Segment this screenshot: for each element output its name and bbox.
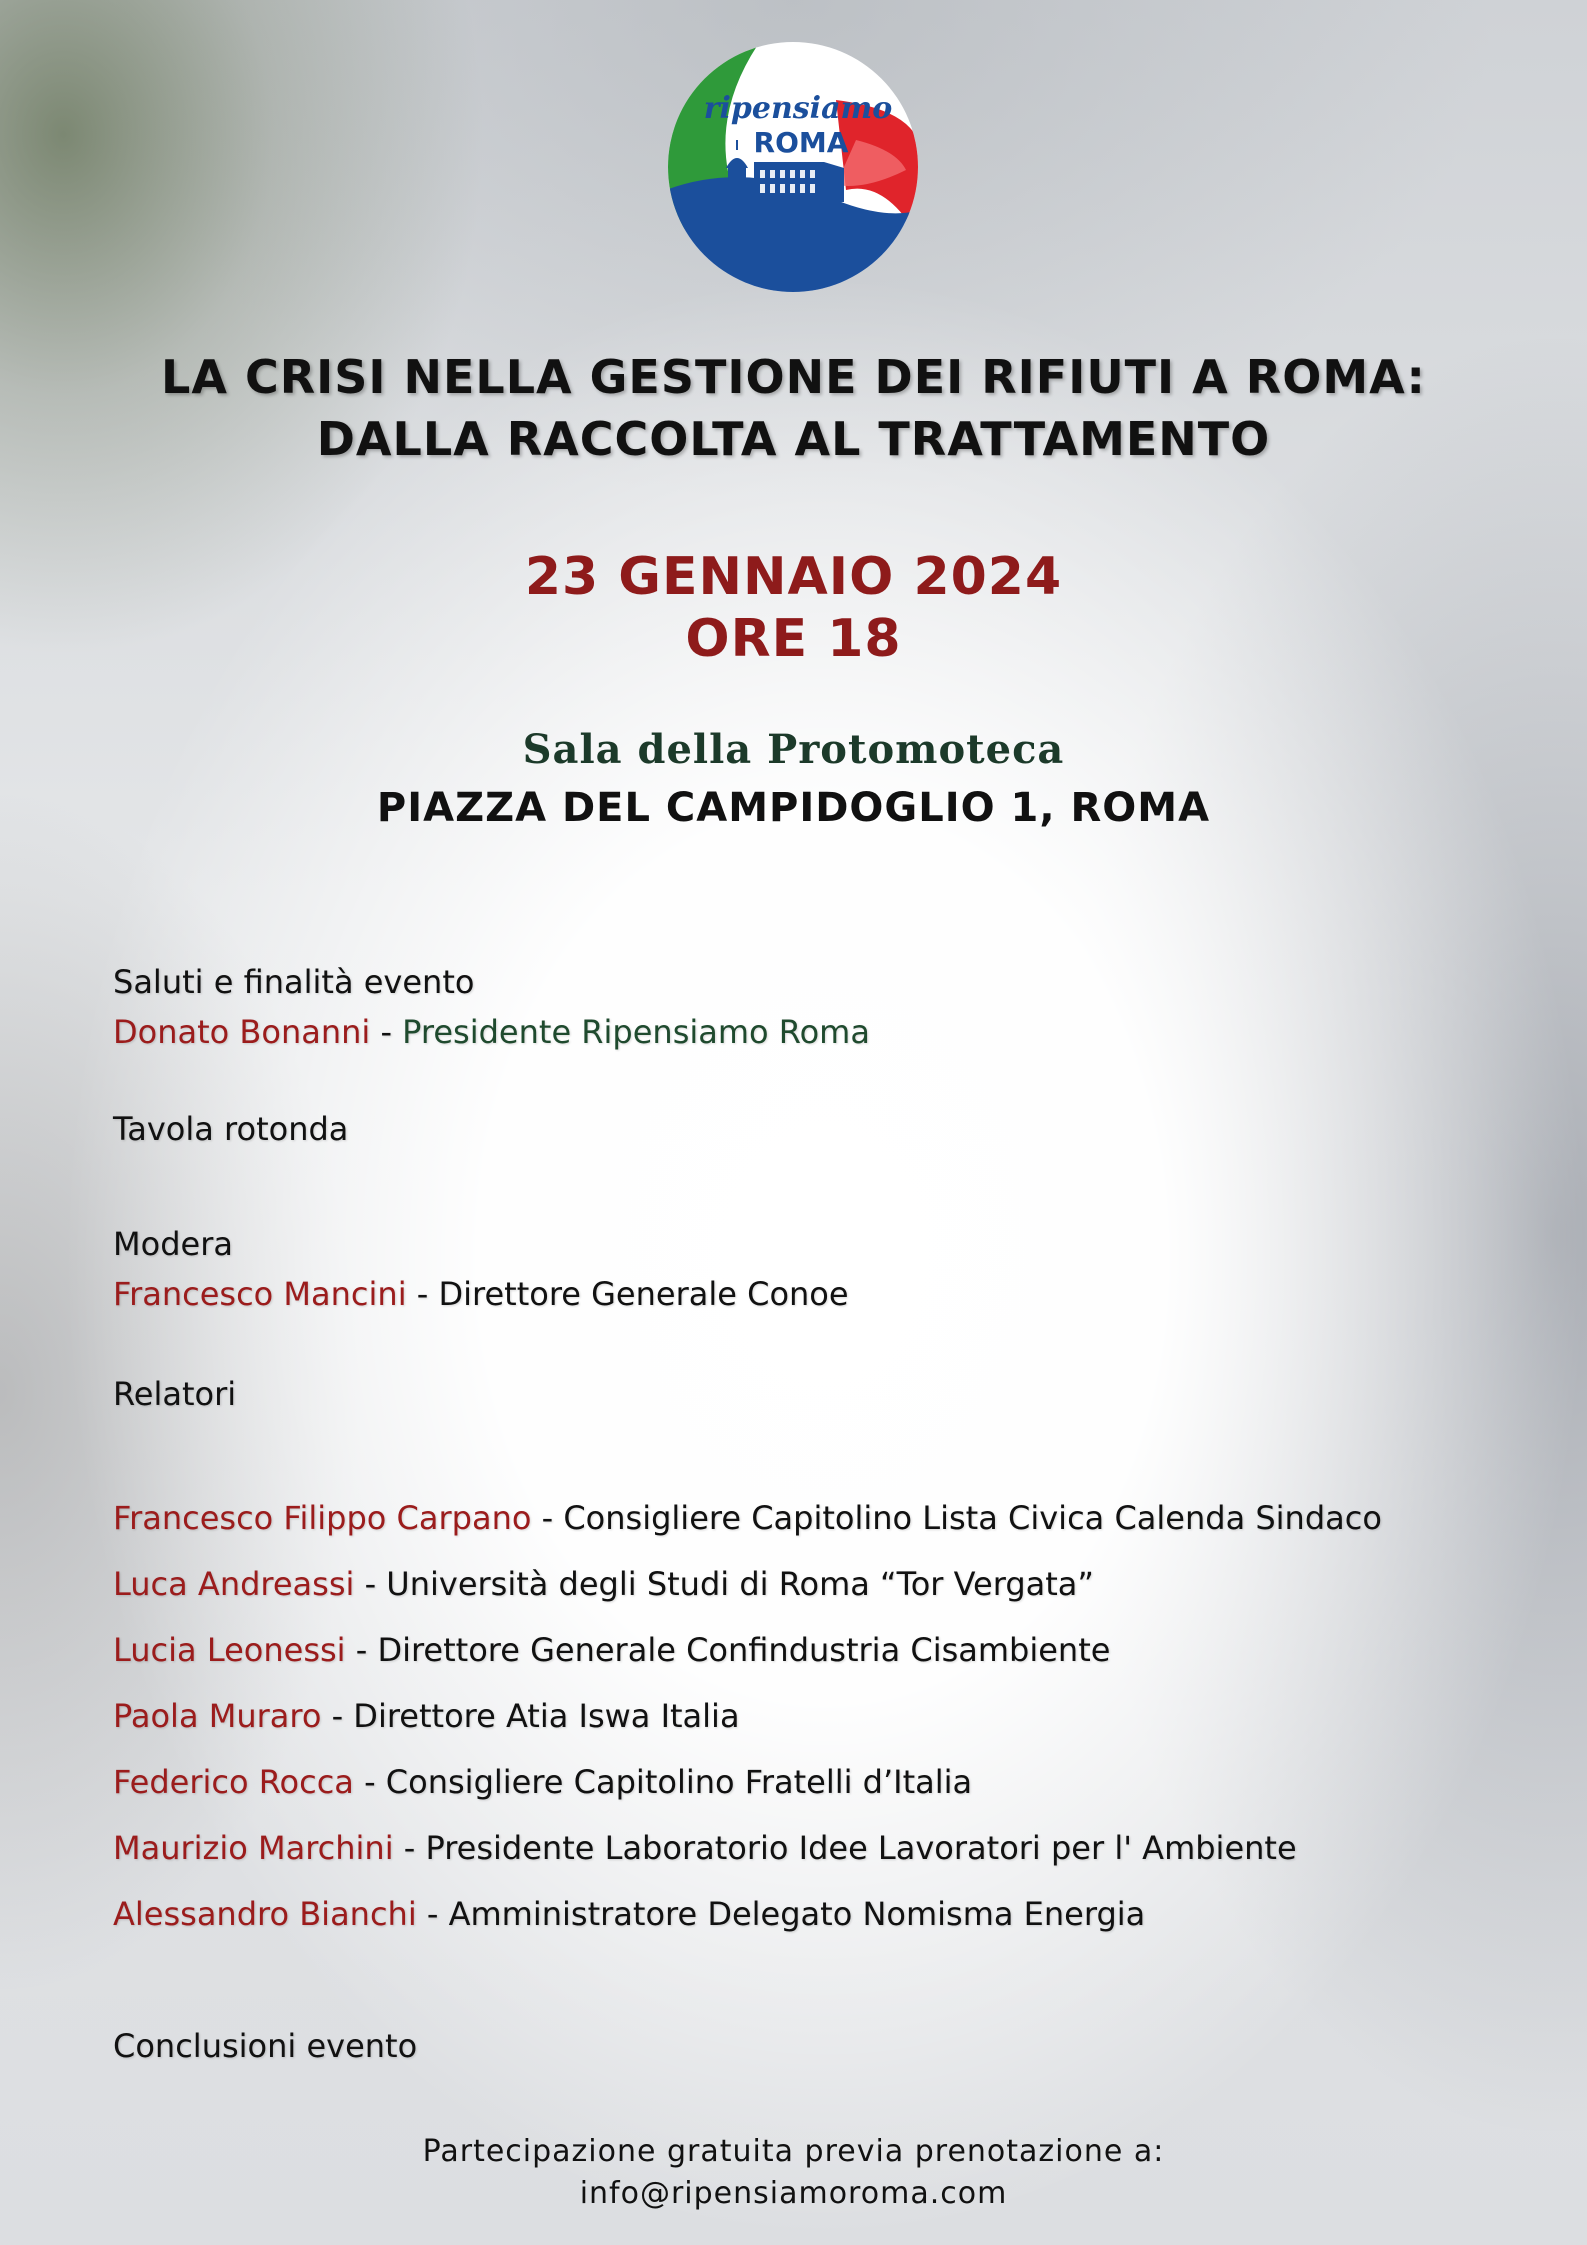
round-table-heading: Tavola rotonda (113, 1110, 349, 1148)
speaker-role: Università degli Studi di Roma “Tor Vergata” (386, 1565, 1094, 1603)
venue-name: Sala della Protomoteca (522, 726, 1065, 773)
speaker-name: Donato Bonanni (113, 1013, 371, 1051)
speaker-role: Consigliere Capitolino Fratelli d’Italia (385, 1763, 973, 1801)
welcome-speaker (113, 1010, 870, 1054)
speaker-role: Direttore Generale Conoe (438, 1275, 849, 1313)
speaker-row (113, 1892, 1145, 1936)
separator: - (416, 1895, 449, 1933)
speaker-row (113, 1628, 1110, 1672)
venue-address: PIAZZA DEL CAMPIDOGLIO 1, ROMA (376, 785, 1211, 831)
registration-note: Partecipazione gratuita previa prenotazione a: (422, 2134, 1165, 2169)
event-title-line1: LA CRISI NELLA GESTIONE DEI RIFIUTI A ROMA: (161, 350, 1426, 404)
event-title-line2: DALLA RACCOLTA AL TRATTAMENTO (316, 412, 1271, 466)
speaker-row (113, 1694, 740, 1738)
speaker-role: Presidente Laboratorio Idee Lavoratori per l' Ambiente (425, 1829, 1297, 1867)
speaker-role: Presidente Ripensiamo Roma (402, 1013, 870, 1051)
speaker-name: Lucia Leonessi (113, 1631, 346, 1669)
speaker-row (113, 1826, 1297, 1870)
separator: - (370, 1013, 403, 1051)
speaker-name: Paola Muraro (113, 1697, 322, 1735)
event-title (0, 346, 1587, 470)
logo-roma-text: ROMA (753, 126, 849, 159)
ripensiamo-roma-logo (666, 40, 920, 294)
speaker-name: Francesco Filippo Carpano (113, 1499, 532, 1537)
separator: - (353, 1763, 386, 1801)
event-time-line: ORE 18 (685, 609, 902, 669)
event-date-line: 23 GENNAIO 2024 (524, 547, 1063, 607)
separator: - (354, 1565, 387, 1603)
speakers-heading: Relatori (113, 1375, 237, 1413)
speaker-role: Amministratore Delegato Nomisma Energia (448, 1895, 1146, 1933)
separator: - (406, 1275, 439, 1313)
speaker-name: Maurizio Marchini (113, 1829, 394, 1867)
speaker-name: Luca Andreassi (113, 1565, 355, 1603)
speaker-name: Federico Rocca (113, 1763, 354, 1801)
welcome-heading: Saluti e finalità evento (113, 963, 475, 1001)
separator: - (345, 1631, 378, 1669)
speaker-row (113, 1562, 1094, 1606)
separator: - (393, 1829, 426, 1867)
logo-script-text: ripensiamo (703, 91, 893, 126)
speaker-name: Alessandro Bianchi (113, 1895, 417, 1933)
speaker-role: Direttore Atia Iswa Italia (353, 1697, 740, 1735)
speaker-role: Direttore Generale Confindustria Cisambiente (377, 1631, 1111, 1669)
closing-heading: Conclusioni evento (113, 2027, 418, 2065)
speaker-role: Consigliere Capitolino Lista Civica Calenda Sindaco (563, 1499, 1382, 1537)
speaker-row (113, 1496, 1382, 1540)
separator: - (531, 1499, 564, 1537)
moderator-heading: Modera (113, 1225, 233, 1263)
event-date (0, 546, 1587, 670)
speaker-row (113, 1760, 972, 1804)
moderator (113, 1272, 849, 1316)
separator: - (321, 1697, 354, 1735)
contact-email[interactable]: info@ripensiamoroma.com (579, 2176, 1008, 2211)
speaker-name: Francesco Mancini (113, 1275, 407, 1313)
